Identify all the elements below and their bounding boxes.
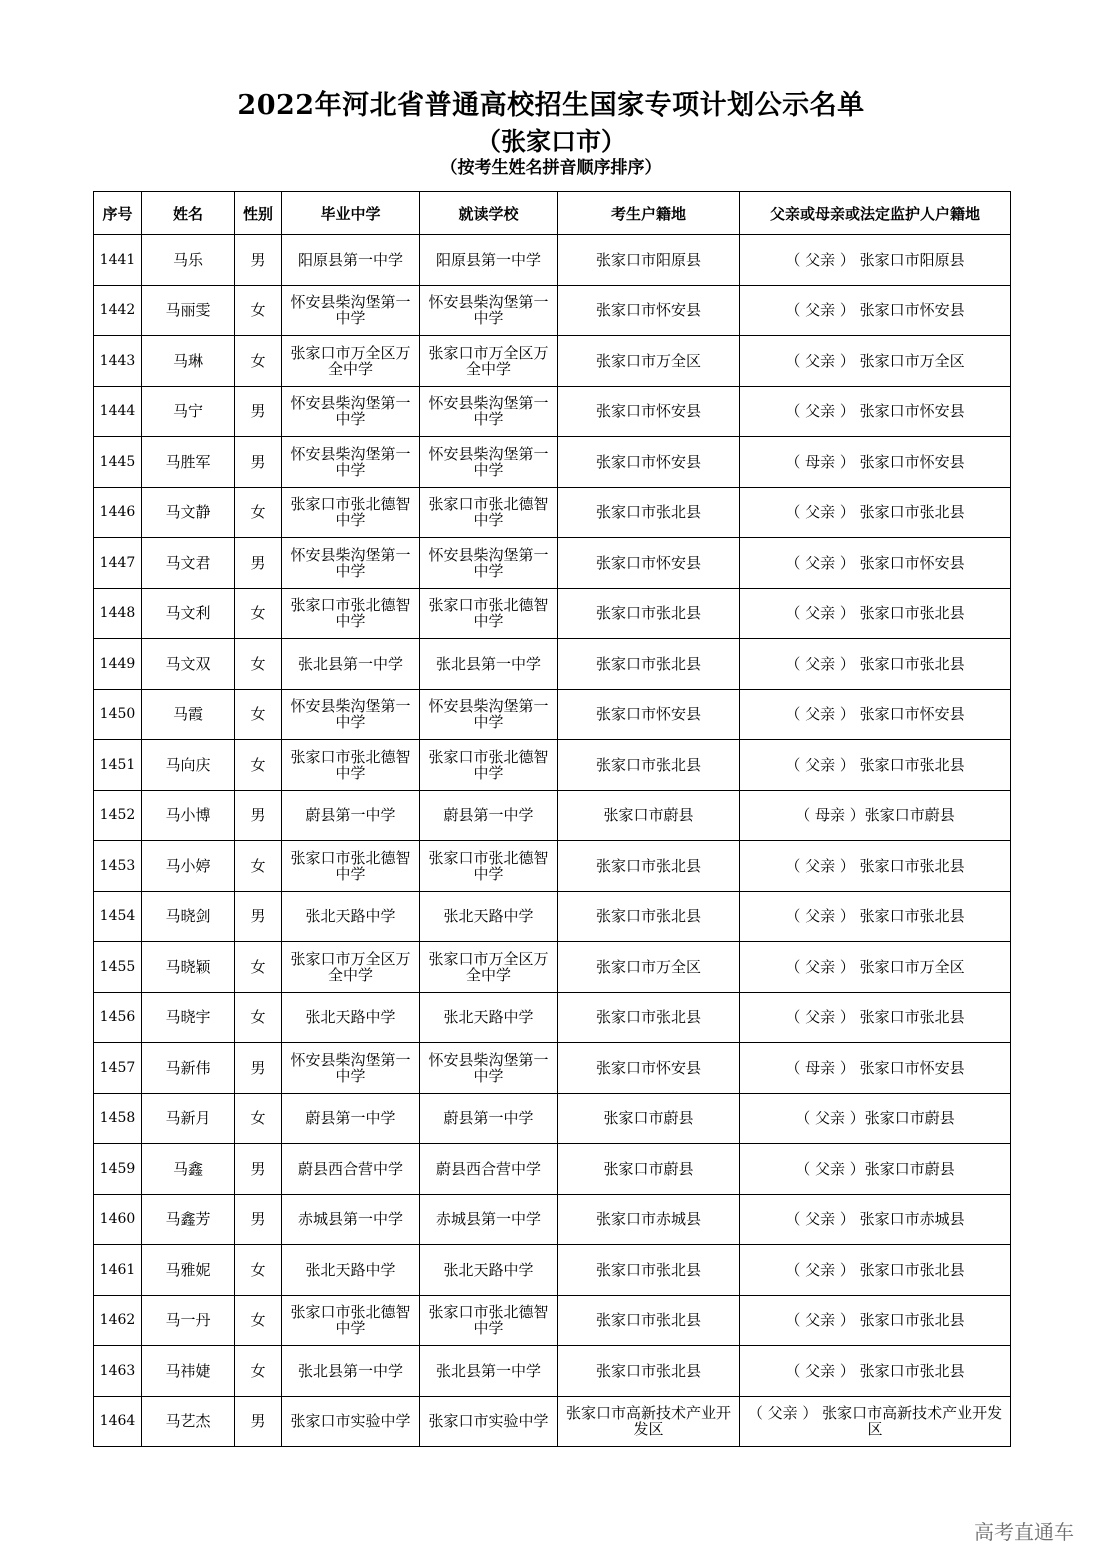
cell-gender: 女: [235, 1093, 282, 1144]
cell-graduated-school: 怀安县柴沟堡第一中学: [282, 1043, 420, 1094]
cell-current-school: 怀安县柴沟堡第一中学: [420, 285, 558, 336]
cell-current-school: 怀安县柴沟堡第一中学: [420, 538, 558, 589]
cell-guardian-registration: （ 父亲 ） 张家口市万全区: [740, 336, 1011, 387]
cell-current-school: 张家口市实验中学: [420, 1396, 558, 1447]
cell-current-school: 蔚县第一中学: [420, 790, 558, 841]
cell-graduated-school: 蔚县第一中学: [282, 790, 420, 841]
cell-graduated-school: 怀安县柴沟堡第一中学: [282, 689, 420, 740]
cell-gender: 男: [235, 1144, 282, 1195]
cell-graduated-school: 张北天路中学: [282, 992, 420, 1043]
table-row: [94, 1144, 1011, 1195]
cell-seq: 1452: [94, 790, 142, 841]
cell-seq: 1450: [94, 689, 142, 740]
cell-gender: 女: [235, 336, 282, 387]
cell-household-registration: 张家口市张北县: [558, 1245, 740, 1296]
cell-guardian-registration: （ 父亲 ） 张家口市张北县: [740, 588, 1011, 639]
cell-guardian-registration: （ 母亲 ） 张家口市怀安县: [740, 1043, 1011, 1094]
cell-seq: 1447: [94, 538, 142, 589]
cell-guardian-registration: （ 父亲 ） 张家口市张北县: [740, 841, 1011, 892]
cell-household-registration: 张家口市怀安县: [558, 1043, 740, 1094]
cell-gender: 女: [235, 942, 282, 993]
document-title: 2022年河北省普通高校招生国家专项计划公示名单: [237, 90, 865, 121]
cell-current-school: 怀安县柴沟堡第一中学: [420, 1043, 558, 1094]
roster-table: [93, 191, 1011, 1447]
cell-seq: 1456: [94, 992, 142, 1043]
header-household-registration: 考生户籍地: [558, 192, 740, 235]
cell-current-school: 张家口市张北德智中学: [420, 740, 558, 791]
table-row: [94, 1245, 1011, 1296]
table-row: [94, 740, 1011, 791]
cell-name: 马雅妮: [142, 1245, 235, 1296]
cell-guardian-registration: （ 父亲 ） 张家口市张北县: [740, 639, 1011, 690]
cell-gender: 女: [235, 689, 282, 740]
cell-name: 马霞: [142, 689, 235, 740]
table-row: [94, 1093, 1011, 1144]
cell-name: 马小婷: [142, 841, 235, 892]
cell-name: 马晓宇: [142, 992, 235, 1043]
cell-graduated-school: 张家口市万全区万全中学: [282, 336, 420, 387]
header-gender: 性别: [235, 192, 282, 235]
cell-guardian-registration: （ 父亲 ） 张家口市阳原县: [740, 235, 1011, 286]
cell-name: 马祎婕: [142, 1346, 235, 1397]
cell-current-school: 赤城县第一中学: [420, 1194, 558, 1245]
table-row: [94, 235, 1011, 286]
cell-seq: 1444: [94, 386, 142, 437]
cell-graduated-school: 怀安县柴沟堡第一中学: [282, 285, 420, 336]
cell-seq: 1446: [94, 487, 142, 538]
table-row: [94, 437, 1011, 488]
cell-seq: 1459: [94, 1144, 142, 1195]
cell-name: 马文双: [142, 639, 235, 690]
cell-household-registration: 张家口市赤城县: [558, 1194, 740, 1245]
cell-current-school: 张家口市万全区万全中学: [420, 942, 558, 993]
cell-gender: 女: [235, 588, 282, 639]
cell-name: 马一丹: [142, 1295, 235, 1346]
cell-seq: 1454: [94, 891, 142, 942]
header-graduated-school: 毕业中学: [282, 192, 420, 235]
cell-name: 马宁: [142, 386, 235, 437]
cell-household-registration: 张家口市张北县: [558, 841, 740, 892]
cell-name: 马胜军: [142, 437, 235, 488]
cell-gender: 女: [235, 487, 282, 538]
cell-seq: 1461: [94, 1245, 142, 1296]
cell-current-school: 怀安县柴沟堡第一中学: [420, 437, 558, 488]
table-row: [94, 285, 1011, 336]
table-body: [94, 235, 1011, 1447]
table-row: [94, 1043, 1011, 1094]
cell-guardian-registration: （ 父亲 ） 张家口市张北县: [740, 891, 1011, 942]
cell-gender: 男: [235, 386, 282, 437]
cell-guardian-registration: （ 父亲 ） 张家口市张北县: [740, 740, 1011, 791]
table-row: [94, 639, 1011, 690]
cell-guardian-registration: （ 父亲 ） 张家口市张北县: [740, 1245, 1011, 1296]
cell-graduated-school: 张家口市张北德智中学: [282, 841, 420, 892]
cell-name: 马晓颖: [142, 942, 235, 993]
cell-household-registration: 张家口市蔚县: [558, 790, 740, 841]
cell-household-registration: 张家口市高新技术产业开发区: [558, 1396, 740, 1447]
cell-seq: 1460: [94, 1194, 142, 1245]
cell-graduated-school: 怀安县柴沟堡第一中学: [282, 538, 420, 589]
cell-graduated-school: 赤城县第一中学: [282, 1194, 420, 1245]
cell-household-registration: 张家口市张北县: [558, 1295, 740, 1346]
table-row: [94, 487, 1011, 538]
cell-guardian-registration: （ 父亲 ） 张家口市张北县: [740, 992, 1011, 1043]
cell-gender: 女: [235, 992, 282, 1043]
cell-current-school: 张家口市张北德智中学: [420, 1295, 558, 1346]
cell-household-registration: 张家口市怀安县: [558, 437, 740, 488]
cell-name: 马鑫芳: [142, 1194, 235, 1245]
cell-gender: 女: [235, 639, 282, 690]
cell-name: 马小博: [142, 790, 235, 841]
cell-gender: 女: [235, 740, 282, 791]
cell-current-school: 蔚县第一中学: [420, 1093, 558, 1144]
cell-gender: 男: [235, 235, 282, 286]
cell-household-registration: 张家口市张北县: [558, 992, 740, 1043]
cell-guardian-registration: （ 父亲 ） 张家口市怀安县: [740, 386, 1011, 437]
table-row: [94, 992, 1011, 1043]
cell-graduated-school: 张家口市张北德智中学: [282, 487, 420, 538]
cell-household-registration: 张家口市蔚县: [558, 1093, 740, 1144]
cell-graduated-school: 张家口市万全区万全中学: [282, 942, 420, 993]
cell-household-registration: 张家口市张北县: [558, 487, 740, 538]
cell-guardian-registration: （ 父亲 ） 张家口市怀安县: [740, 285, 1011, 336]
cell-guardian-registration: （ 父亲 ）张家口市蔚县: [740, 1093, 1011, 1144]
table-row: [94, 841, 1011, 892]
cell-current-school: 怀安县柴沟堡第一中学: [420, 386, 558, 437]
cell-household-registration: 张家口市张北县: [558, 740, 740, 791]
cell-current-school: 蔚县西合营中学: [420, 1144, 558, 1195]
cell-name: 马乐: [142, 235, 235, 286]
cell-seq: 1463: [94, 1346, 142, 1397]
cell-current-school: 怀安县柴沟堡第一中学: [420, 689, 558, 740]
cell-name: 马丽雯: [142, 285, 235, 336]
cell-graduated-school: 张北县第一中学: [282, 639, 420, 690]
cell-seq: 1441: [94, 235, 142, 286]
cell-guardian-registration: （ 父亲 ） 张家口市张北县: [740, 487, 1011, 538]
cell-current-school: 阳原县第一中学: [420, 235, 558, 286]
cell-household-registration: 张家口市张北县: [558, 1346, 740, 1397]
cell-guardian-registration: （ 父亲 ） 张家口市怀安县: [740, 538, 1011, 589]
table-row: [94, 588, 1011, 639]
cell-guardian-registration: （ 母亲 ） 张家口市怀安县: [740, 437, 1011, 488]
table-row: [94, 1346, 1011, 1397]
cell-household-registration: 张家口市张北县: [558, 639, 740, 690]
cell-guardian-registration: （ 父亲 ） 张家口市高新技术产业开发区: [740, 1396, 1011, 1447]
cell-household-registration: 张家口市蔚县: [558, 1144, 740, 1195]
cell-graduated-school: 蔚县第一中学: [282, 1093, 420, 1144]
table-row: [94, 1295, 1011, 1346]
header-guardian-registration: 父亲或母亲或法定监护人户籍地: [740, 192, 1011, 235]
table-row: [94, 1396, 1011, 1447]
cell-name: 马琳: [142, 336, 235, 387]
cell-name: 马向庆: [142, 740, 235, 791]
cell-gender: 男: [235, 437, 282, 488]
header-seq: 序号: [94, 192, 142, 235]
cell-gender: 女: [235, 1245, 282, 1296]
cell-name: 马晓剑: [142, 891, 235, 942]
table-row: [94, 689, 1011, 740]
cell-household-registration: 张家口市张北县: [558, 891, 740, 942]
cell-seq: 1457: [94, 1043, 142, 1094]
table-row: [94, 386, 1011, 437]
cell-guardian-registration: （ 父亲 ）张家口市蔚县: [740, 1144, 1011, 1195]
cell-current-school: 张北县第一中学: [420, 1346, 558, 1397]
table-row: [94, 1194, 1011, 1245]
cell-gender: 男: [235, 1396, 282, 1447]
cell-guardian-registration: （ 父亲 ） 张家口市怀安县: [740, 689, 1011, 740]
cell-name: 马文静: [142, 487, 235, 538]
cell-seq: 1462: [94, 1295, 142, 1346]
cell-name: 马艺杰: [142, 1396, 235, 1447]
cell-gender: 男: [235, 891, 282, 942]
cell-current-school: 张北天路中学: [420, 992, 558, 1043]
cell-graduated-school: 张家口市张北德智中学: [282, 1295, 420, 1346]
cell-seq: 1453: [94, 841, 142, 892]
cell-household-registration: 张家口市万全区: [558, 942, 740, 993]
cell-household-registration: 张家口市怀安县: [558, 538, 740, 589]
cell-household-registration: 张家口市怀安县: [558, 689, 740, 740]
cell-current-school: 张家口市张北德智中学: [420, 487, 558, 538]
cell-current-school: 张北天路中学: [420, 1245, 558, 1296]
header-name: 姓名: [142, 192, 235, 235]
table-row: [94, 336, 1011, 387]
cell-name: 马文利: [142, 588, 235, 639]
cell-graduated-school: 张北县第一中学: [282, 1346, 420, 1397]
cell-graduated-school: 张北天路中学: [282, 1245, 420, 1296]
cell-seq: 1443: [94, 336, 142, 387]
cell-graduated-school: 张家口市张北德智中学: [282, 588, 420, 639]
cell-seq: 1458: [94, 1093, 142, 1144]
cell-graduated-school: 张家口市实验中学: [282, 1396, 420, 1447]
document-sort-note: （按考生姓名拼音顺序排序）: [440, 158, 662, 178]
cell-name: 马鑫: [142, 1144, 235, 1195]
cell-gender: 男: [235, 1194, 282, 1245]
cell-seq: 1449: [94, 639, 142, 690]
cell-graduated-school: 蔚县西合营中学: [282, 1144, 420, 1195]
cell-household-registration: 张家口市怀安县: [558, 386, 740, 437]
table-row: [94, 790, 1011, 841]
cell-current-school: 张北天路中学: [420, 891, 558, 942]
cell-name: 马新月: [142, 1093, 235, 1144]
cell-household-registration: 张家口市万全区: [558, 336, 740, 387]
cell-gender: 女: [235, 1346, 282, 1397]
cell-guardian-registration: （ 父亲 ） 张家口市赤城县: [740, 1194, 1011, 1245]
cell-graduated-school: 张北天路中学: [282, 891, 420, 942]
cell-household-registration: 张家口市张北县: [558, 588, 740, 639]
cell-graduated-school: 张家口市张北德智中学: [282, 740, 420, 791]
document-city: （张家口市）: [475, 127, 626, 156]
cell-gender: 男: [235, 1043, 282, 1094]
cell-gender: 女: [235, 841, 282, 892]
cell-household-registration: 张家口市怀安县: [558, 285, 740, 336]
cell-current-school: 张家口市张北德智中学: [420, 588, 558, 639]
header-current-school: 就读学校: [420, 192, 558, 235]
cell-seq: 1451: [94, 740, 142, 791]
cell-graduated-school: 怀安县柴沟堡第一中学: [282, 437, 420, 488]
watermark: 高考直通车: [974, 1520, 1074, 1544]
cell-guardian-registration: （ 父亲 ） 张家口市张北县: [740, 1295, 1011, 1346]
cell-current-school: 张北县第一中学: [420, 639, 558, 690]
cell-gender: 女: [235, 1295, 282, 1346]
table-row: [94, 942, 1011, 993]
cell-name: 马新伟: [142, 1043, 235, 1094]
cell-gender: 男: [235, 790, 282, 841]
cell-current-school: 张家口市张北德智中学: [420, 841, 558, 892]
cell-current-school: 张家口市万全区万全中学: [420, 336, 558, 387]
cell-seq: 1464: [94, 1396, 142, 1447]
cell-guardian-registration: （ 母亲 ）张家口市蔚县: [740, 790, 1011, 841]
cell-guardian-registration: （ 父亲 ） 张家口市万全区: [740, 942, 1011, 993]
cell-household-registration: 张家口市阳原县: [558, 235, 740, 286]
cell-graduated-school: 怀安县柴沟堡第一中学: [282, 386, 420, 437]
cell-gender: 男: [235, 538, 282, 589]
cell-guardian-registration: （ 父亲 ） 张家口市张北县: [740, 1346, 1011, 1397]
cell-seq: 1448: [94, 588, 142, 639]
cell-graduated-school: 阳原县第一中学: [282, 235, 420, 286]
table-row: [94, 538, 1011, 589]
cell-seq: 1455: [94, 942, 142, 993]
table-header-row: [94, 192, 1011, 235]
cell-seq: 1442: [94, 285, 142, 336]
table-row: [94, 891, 1011, 942]
cell-gender: 女: [235, 285, 282, 336]
cell-name: 马文君: [142, 538, 235, 589]
cell-seq: 1445: [94, 437, 142, 488]
